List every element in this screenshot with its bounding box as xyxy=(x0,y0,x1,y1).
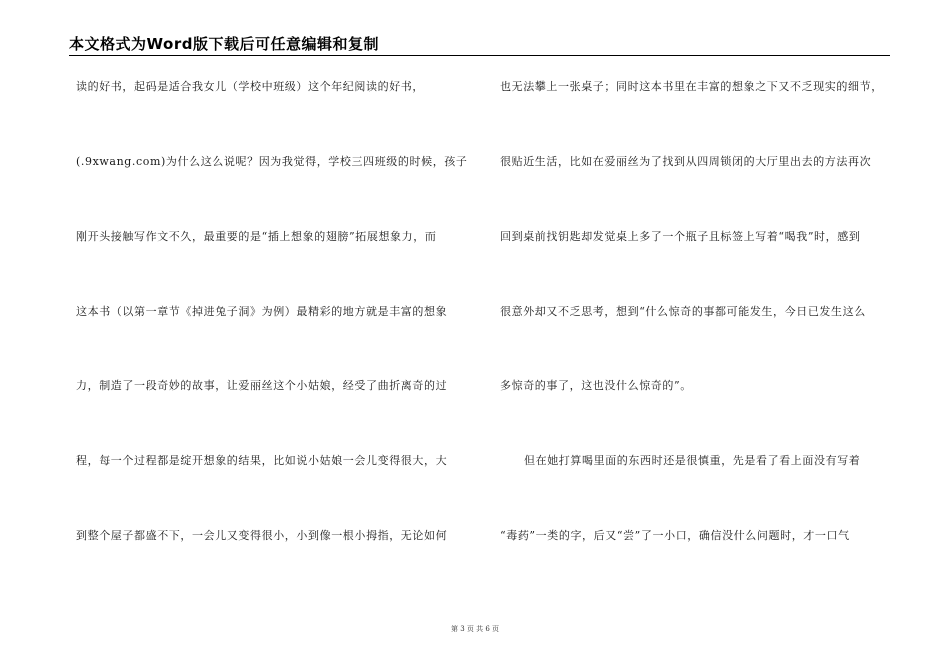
header-divider xyxy=(69,55,890,56)
paragraph-first-line: 但在她打算喝里面的东西时还是很慎重，先是看了看上面没有写着 xyxy=(524,454,861,467)
text-line: 也无法攀上一张桌子；同时这本书里在丰富的想象之下又不乏现实的细节， xyxy=(500,80,883,93)
text-line: 很意外却又不乏思考，想到“什么惊奇的事都可能发生，今日已发生这么 xyxy=(500,305,866,318)
text-line: 回到桌前找钥匙却发觉桌上多了一个瓶子且标签上写着“喝我”时，感到 xyxy=(500,230,861,243)
text-line: 很贴近生活，比如在爱丽丝为了找到从四周锁闭的大厅里出去的方法再次 xyxy=(500,155,872,168)
page-header-title: 本文格式为Word版下载后可任意编辑和复制 xyxy=(69,35,379,53)
text-line: 读的好书，起码是适合我女儿（学校中班级）这个年纪阅读的好书， xyxy=(76,80,424,93)
left-text-column xyxy=(76,58,468,578)
text-line: 程，每一个过程都是绽开想象的结果，比如说小姑娘一会儿变得很大，大 xyxy=(76,454,448,467)
text-line: “毒药”一类的字，后又“尝”了一小口，确信没什么问题时，才一口气 xyxy=(500,529,850,542)
text-line: 力，制造了一段奇妙的故事，让爱丽丝这个小姑娘，经受了曲折离奇的过 xyxy=(76,379,448,392)
text-line: (.9xwang.com)为什么这么说呢？因为我觉得，学校三四班级的时候，孩子 xyxy=(76,155,468,168)
text-line: 多惊奇的事了，这也没什么惊奇的”。 xyxy=(500,379,692,392)
page-number-footer: 第 3 页 共 6 页 xyxy=(450,625,500,633)
text-line: 刚开头接触写作文不久，最重要的是“插上想象的翅膀”拓展想象力，而 xyxy=(76,230,437,243)
text-line: 到整个屋子都盛不下，一会儿又变得很小，小到像一根小拇指，无论如何 xyxy=(76,529,448,542)
right-text-column xyxy=(500,58,892,578)
text-line: 这本书（以第一章节《掉进兔子洞》为例）最精彩的地方就是丰富的想象 xyxy=(76,305,448,318)
